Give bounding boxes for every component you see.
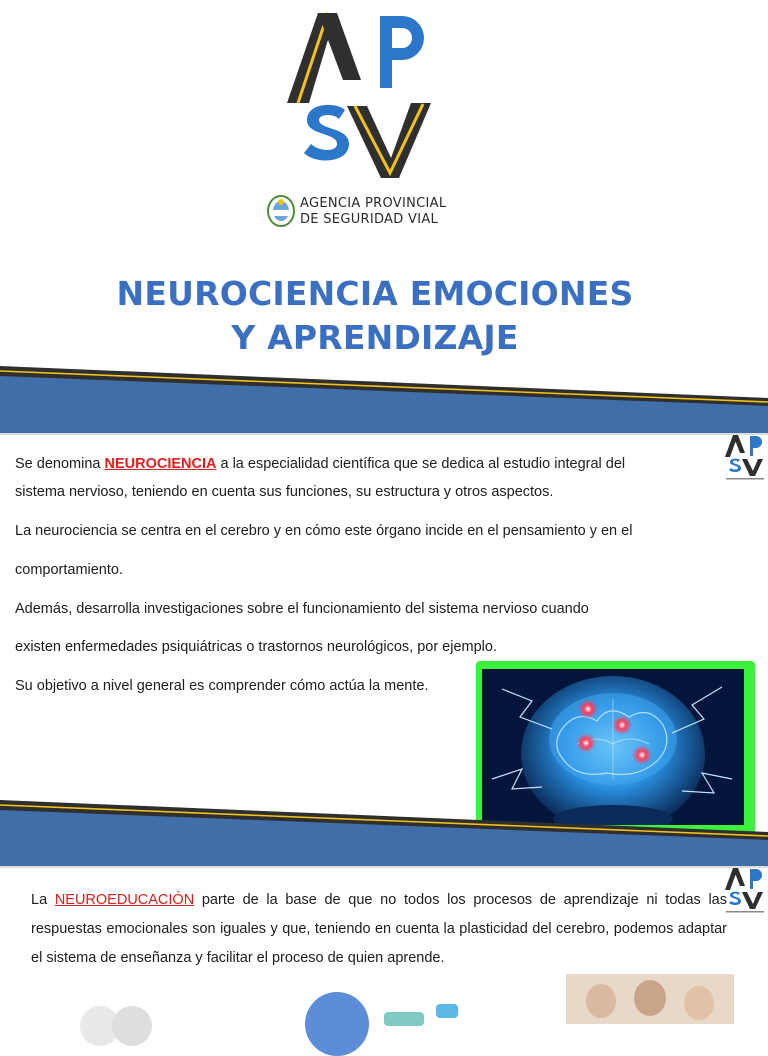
paragraph-cerebro-line2: comportamiento. [15, 562, 123, 578]
agency-line1: AGENCIA PROVINCIAL [300, 196, 447, 211]
provincial-seal-icon [266, 194, 296, 228]
people-photo [566, 974, 734, 1024]
apsv-logo-small-2 [724, 866, 766, 916]
slide-divider-2 [0, 866, 768, 868]
title-line1: NEUROCIENCIA EMOCIONES [116, 274, 634, 313]
agency-name [300, 196, 446, 228]
paragraph-neurociencia-line2: sistema nervioso, teniendo en cuenta sus funciones, su estructura y otros aspectos. [15, 484, 554, 500]
paragraph-neuroeducacion: La NEUROEDUCACIÓN parte de la base de que no todos los procesos de aprendizaje ni todas las respuestas emocionales son iguales y que, teniendo en cuenta la plasticidad del cerebro, podemos adaptar el sistema de enseñanza y facilitar el proceso de quien aprende. [31, 892, 727, 966]
road-band [0, 362, 768, 434]
slide-divider [0, 433, 768, 435]
agency-line2: DE SEGURIDAD VIAL [300, 212, 439, 227]
globe-illustration [305, 992, 369, 1056]
apsv-logo-small [724, 433, 766, 483]
decorative-spheres [80, 1006, 156, 1036]
apsv-logo [285, 8, 435, 183]
chat-icons-illustration [384, 1004, 474, 1024]
highlight-neuroeducacion: NEUROEDUCACIÓN [54, 892, 195, 908]
paragraph-investigaciones-line2: existen enfermedades psiquiátricas o trastornos neurológicos, por ejemplo. [15, 639, 497, 655]
title-line2: Y APRENDIZAJE [231, 318, 519, 357]
paragraph-neurociencia: Se denomina NEUROCIENCIA a la especialidad científica que se dedica al estudio integral del [15, 456, 626, 472]
page-title [0, 272, 750, 360]
paragraph-cerebro-line1: La neurociencia se centra en el cerebro y en cómo este órgano incide en el pensamiento y en el [15, 523, 633, 539]
paragraph-objetivo: Su objetivo a nivel general es comprender cómo actúa la mente. [15, 678, 429, 694]
road-band-2 [0, 796, 768, 866]
paragraph-investigaciones-line1: Además, desarrolla investigaciones sobre el funcionamiento del sistema nervioso cuando [15, 601, 589, 617]
highlight-neurociencia: NEUROCIENCIA [104, 456, 217, 472]
